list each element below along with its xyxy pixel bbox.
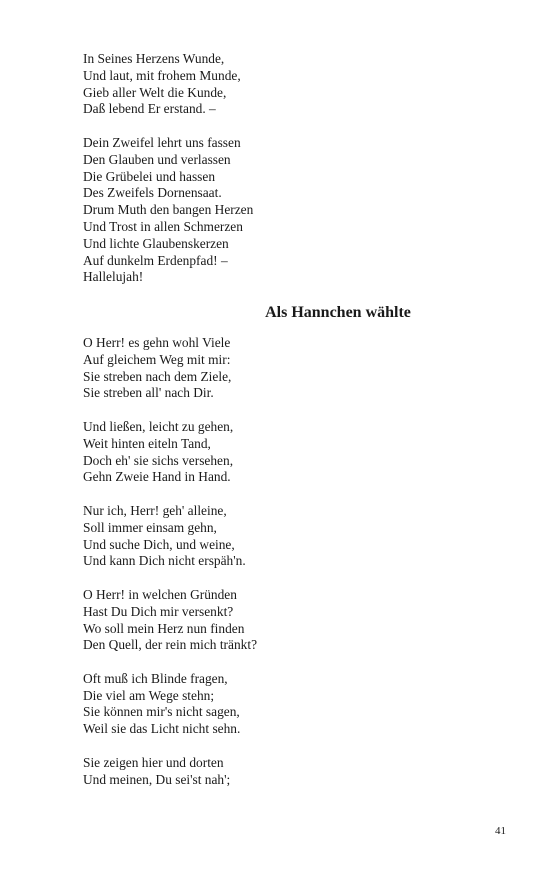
verse-line: Die viel am Wege stehn; [83,687,215,703]
stanza [83,419,503,486]
verse-line: Gieb aller Welt die Kunde, [83,84,227,100]
stanza [83,587,503,654]
stanza [83,135,503,286]
verse-line: Hallelujah! [83,269,144,285]
verse-line: Hast Du Dich mir versenkt? [83,603,234,619]
verse-line: Sie streben nach dem Ziele, [83,368,232,384]
verse-line: Soll immer einsam gehn, [83,519,217,535]
verse-line: Daß lebend Er erstand. – [83,101,216,117]
verse-line: Und ließen, leicht zu gehen, [83,418,234,434]
verse-line: Drum Muth den bangen Herzen [83,202,254,218]
verse-line: Doch eh' sie sichs versehen, [83,452,234,468]
verse-line: In Seines Herzens Wunde, [83,51,225,66]
verse-line: Und suche Dich, und weine, [83,536,235,552]
verse-line: Gehn Zweie Hand in Hand. [83,469,231,485]
verse-line: Dein Zweifel lehrt uns fassen [83,134,241,150]
verse-line: Und lichte Glaubenskerzen [83,235,229,251]
page-text [83,51,503,788]
verse-line: Oft muß ich Blinde fragen, [83,670,228,686]
verse-line: Weil sie das Licht nicht sehn. [83,721,241,737]
verse-line: Und Trost in allen Schmerzen [83,218,243,234]
verse-line: Den Quell, der rein mich tränkt? [83,637,258,653]
poem-title: Als Hannchen wählte [265,303,411,321]
stanza [83,51,503,118]
verse-line: Des Zweifels Dornensaat. [83,185,222,201]
stanza [83,503,503,570]
verse-line: Auf gleichem Weg mit mir: [83,351,231,367]
stanza [83,335,503,402]
verse-line: Den Glauben und verlassen [83,151,231,167]
verse-line: Auf dunkelm Erdenpfad! – [83,252,228,268]
stanza [83,671,503,738]
verse-line: O Herr! in welchen Gründen [83,586,237,602]
verse-line: Sie zeigen hier und dorten [83,754,224,770]
verse-line: Und kann Dich nicht erspäh'n. [83,553,246,569]
verse-line: Nur ich, Herr! geh' alleine, [83,502,227,518]
verse-line: Sie streben all' nach Dir. [83,385,214,401]
verse-line: Weit hinten eiteln Tand, [83,435,211,451]
verse-line: Und meinen, Du sei'st nah'; [83,771,231,787]
page-number: 41 [495,825,506,837]
stanza [83,755,503,789]
verse-line: Die Grübelei und hassen [83,168,216,184]
verse-line: Wo soll mein Herz nun finden [83,620,245,636]
verse-line: Sie können mir's nicht sagen, [83,704,240,720]
verse-line: Und laut, mit frohem Munde, [83,67,241,83]
verse-line: O Herr! es gehn wohl Viele [83,334,231,350]
